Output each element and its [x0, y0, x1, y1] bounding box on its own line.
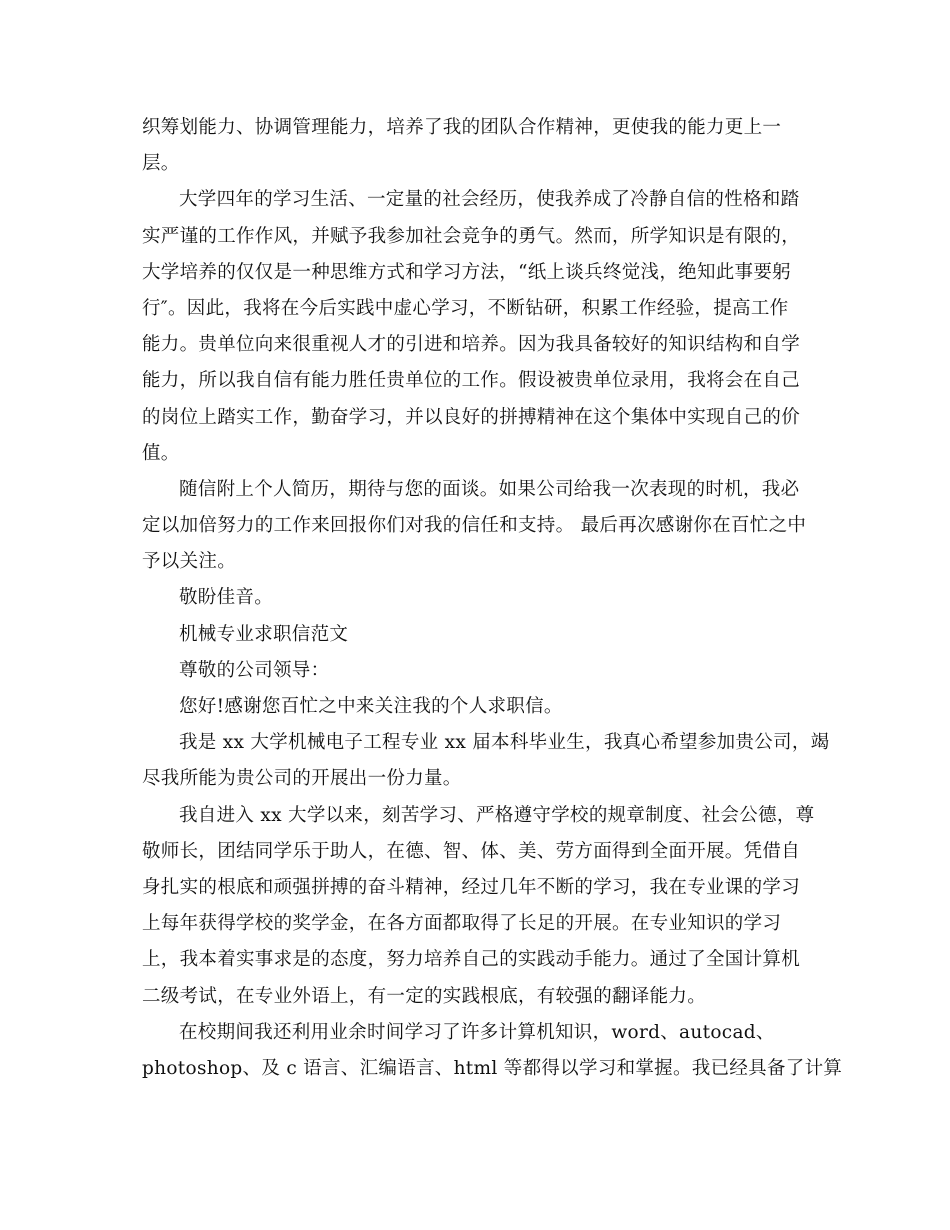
text-line: 行″。因此，我将在今后实践中虚心学习，不断钻研，积累工作经验，提高工作 [142, 297, 789, 319]
section-title: 机械专业求职信范文 [179, 623, 349, 645]
text-line: 二级考试，在专业外语上，有一定的实践根底，有较强的翻译能力。 [142, 985, 707, 1007]
text-line: 尽我所能为贵公司的开展出一份力量。 [142, 768, 462, 790]
text-line: 我是 xx 大学机械电子工程专业 xx 届本科毕业生，我真心希望参加贵公司，竭 [179, 732, 830, 754]
document-body [142, 110, 843, 1087]
text-line: 能力。贵单位向来很重视人才的引进和培养。因为我具备较好的知识结构和自学 [142, 334, 801, 356]
text-line: 我自进入 xx 大学以来，刻苦学习、严格遵守学校的规章制度、社会公德，尊 [179, 804, 815, 826]
greeting: 您好!感谢您百忙之中来关注我的个人求职信。 [179, 696, 563, 717]
text-line: 能力，所以我自信有能力胜任贵单位的工作。假设被贵单位录用，我将会在自己 [142, 370, 801, 392]
text-line: 大学四年的学习生活、一定量的社会经历，使我养成了冷静自信的性格和踏 [179, 189, 800, 211]
text-line: 大学培养的仅仅是一种思维方式和学习方法，“纸上谈兵终觉浅，绝知此事要躬 [142, 261, 791, 283]
text-line: 上，我本着实事求是的态度，努力培养自己的实践动手能力。通过了全国计算机 [142, 949, 801, 971]
text-line: 敬师长，团结同学乐于助人，在德、智、体、美、劳方面得到全面开展。凭借自 [142, 840, 801, 862]
text-line: 值。 [142, 442, 180, 464]
text-line: 定以加倍努力的工作来回报你们对我的信任和支持。 最后再次感谢你在百忙之中 [142, 515, 807, 537]
text-line: 上每年获得学校的奖学金，在各方面都取得了长足的开展。在专业知识的学习 [142, 913, 782, 935]
text-line: 织筹划能力、协调管理能力，培养了我的团队合作精神，更使我的能力更上一 [142, 117, 782, 138]
text-line: 予以关注。 [142, 551, 237, 573]
text-line: 在校期间我还利用业余时间学习了许多计算机知识，word、autocad、 [179, 1021, 775, 1043]
text-line: 的岗位上踏实工作，勤奋学习，并以良好的拼搏精神在这个集体中实现自己的价 [142, 406, 801, 428]
text-line: 层。 [142, 153, 180, 175]
salutation: 尊敬的公司领导： [179, 659, 330, 681]
text-line: 随信附上个人简历，期待与您的面谈。如果公司给我一次表现的时机，我必 [179, 478, 800, 500]
text-line: photoshop、及 c 语言、汇编语言、html 等都得以学习和掌握。我已经具备了计算 [142, 1057, 843, 1079]
text-line: 实严谨的工作作风，并赋予我参加社会竞争的勇气。然而，所学知识是有限的， [142, 225, 801, 247]
text-line: 身扎实的根底和顽强拼搏的奋斗精神，经过几年不断的学习，我在专业课的学习 [142, 876, 801, 898]
closing-line: 敬盼佳音。 [179, 587, 274, 609]
